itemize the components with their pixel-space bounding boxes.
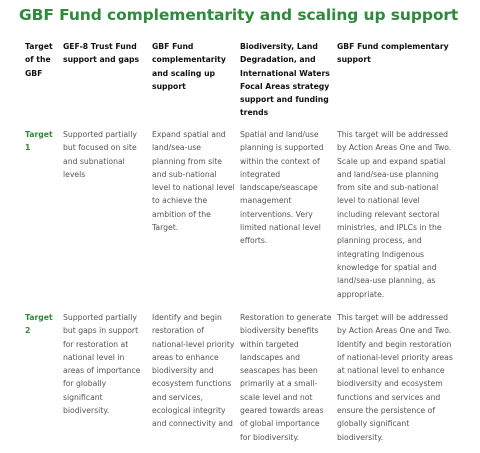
header-gbf-scaling: GBF Fund complementarity and scaling up support (152, 42, 226, 91)
table-cell: Expand spatial and land/sea-use planning from site and sub-national level to national level to achieve the ambition of the Target. (152, 130, 235, 233)
table-cell: Restoration to generate biodiversity benefits within targeted landscapes and seascapes has been primarily at a small-scale level and not geared towards areas of global importance for biodiversity. (240, 313, 332, 442)
row-label-target-2: Target 2 (25, 313, 53, 336)
table-cell: Supported partially but focused on site and subnational levels (63, 130, 137, 179)
table-cell: Identify and begin restoration of national-level priority areas to enhance biodiversity and ecosystem functions and services, ecological integrity and connectivity and (152, 313, 235, 429)
header-gef8-support: GEF-8 Trust Fund support and gaps (63, 42, 140, 65)
header-focal-areas: Biodiversity, Land Degradation, and International Waters Focal Areas strategy support and funding trends (240, 42, 330, 118)
table-cell: Spatial and land/use planning is supported within the context of integrated landscape/seascape management interventions. Very limited national level efforts. (240, 130, 324, 246)
table-cell: Supported partially but gaps in support for restoration at national level in areas of importance for globally significant biodiversity. (63, 313, 141, 416)
header-target: Target of the GBF (25, 42, 53, 78)
table-cell: This target will be addressed by Action Areas One and Two. Identify and begin restoration of national-level priority areas at national level to enhance biodiversity and ecosystem functions and services and ensure the persistence of globally significant biodiversity. (337, 313, 453, 442)
header-complementary: GBF Fund complementary support (337, 42, 449, 65)
page-title: GBF Fund complementarity and scaling up support (19, 6, 459, 24)
table-cell: This target will be addressed by Action Areas One and Two. Scale up and expand spatial and land/sea-use planning from site and sub-national level to national level including relevant sectoral ministries, and IPLCs in the planning process, and integrating Indigenous knowledge for spatial and land/sea-use planning, as appropriate. (337, 130, 452, 299)
row-label-target-1: Target 1 (25, 130, 53, 153)
